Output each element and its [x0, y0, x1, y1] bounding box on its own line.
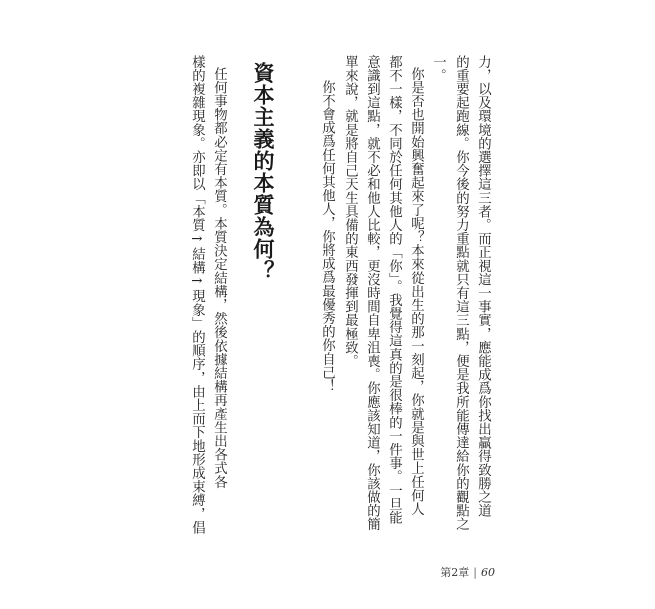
page-footer	[440, 564, 495, 580]
p1-line-3: 一。	[430, 55, 446, 83]
p2-line-1: 你是否也開始興奮起來了呢？本來從出生的那一刻起，你就是與世上任何人	[408, 67, 424, 516]
p1-line-2: 的重要起跑線。你今後的努力重點就只有這三點，便是我所能傳達給你的觀點之	[453, 55, 469, 531]
p1-line-1: 力，以及環境的選擇這三者。而正視這一事實，應能成爲你找出贏得致勝之道	[475, 55, 491, 518]
p2-line-2: 都不一樣，不同於任何其他人的「你」。我覺得這真的是很棒的一件事。一旦能	[386, 55, 402, 525]
chapter-label: 第2章	[440, 566, 470, 579]
footer-separator: |	[473, 565, 477, 579]
section-line-2: 樣的複雜現象。亦即以「本質→結構→現象」的順序，由上而下地形成束縛，倡	[189, 55, 205, 535]
section-line-1: 任何事物都必定有本質。本質決定結構，然後依據結構再產生出各式各	[211, 67, 227, 489]
p2-line-4: 單來說，就是將自己天生具備的東西發揮到最極致。	[342, 55, 358, 368]
section-heading: 資本主義的本質為何？	[251, 62, 275, 282]
page-number: 60	[481, 565, 495, 579]
p3-line-1: 你不會成爲任何其他人，你將成爲最優秀的你自己！	[319, 80, 335, 393]
p2-line-3: 意識到這點，就不必和他人比較，更沒時間自卑沮喪。你應該知道，你該做的簡	[364, 55, 380, 531]
